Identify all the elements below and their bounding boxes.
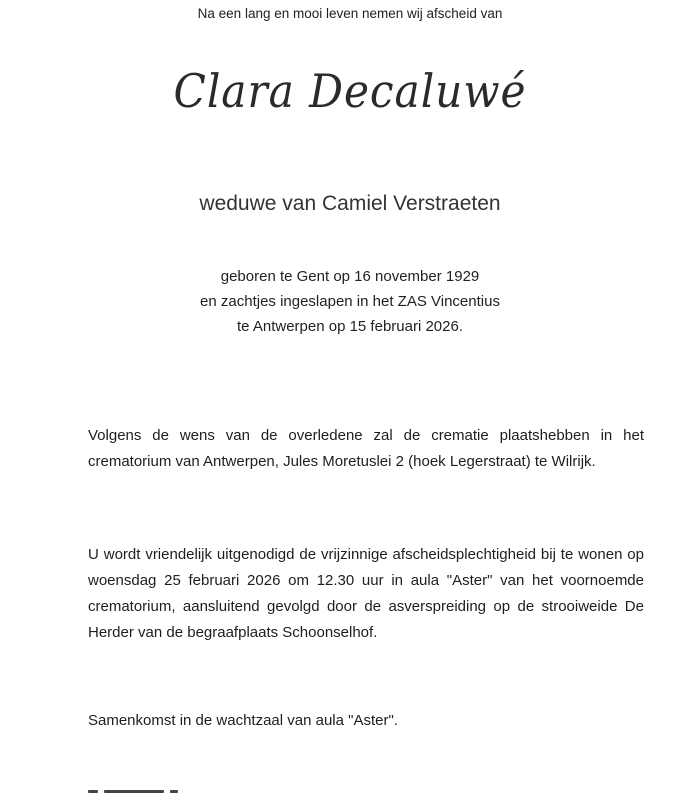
death-line-2: te Antwerpen op 15 februari 2026.	[237, 318, 463, 335]
deceased-name: Clara Decaluwé	[173, 64, 527, 118]
birth-line: geboren te Gent op 16 november 1929	[220, 268, 480, 285]
death-line-1: en zachtjes ingeslapen in het ZAS Vincentius	[200, 293, 500, 310]
widow-of-text: weduwe van Camiel Verstraeten	[199, 192, 501, 215]
life-dates	[0, 264, 700, 339]
gathering-paragraph: Samenkomst in de wachtzaal van aula "Aster".	[88, 712, 398, 729]
intro-text: Na een lang en mooi leven nemen wij afscheid van	[197, 6, 503, 21]
cut-off-text-fragment	[88, 790, 198, 800]
cremation-paragraph: Volgens de wens van de overledene zal de crematie plaatshebben in het crematorium van Antwerpen, Jules Moretuslei 2 (hoek Legerstraat) te Wilrijk.	[88, 427, 644, 470]
ceremony-paragraph: U wordt vriendelijk uitgenodigd de vrijzinnige afscheidsplechtigheid bij te wonen op woensdag 25 februari 2026 om 12.30 uur in aula "Aster" van het voornoemde crematorium, aansluitend gevolgd door de asverspreiding op de strooiweide De Herder van de begraafplaats Schoonselhof.	[88, 546, 644, 641]
